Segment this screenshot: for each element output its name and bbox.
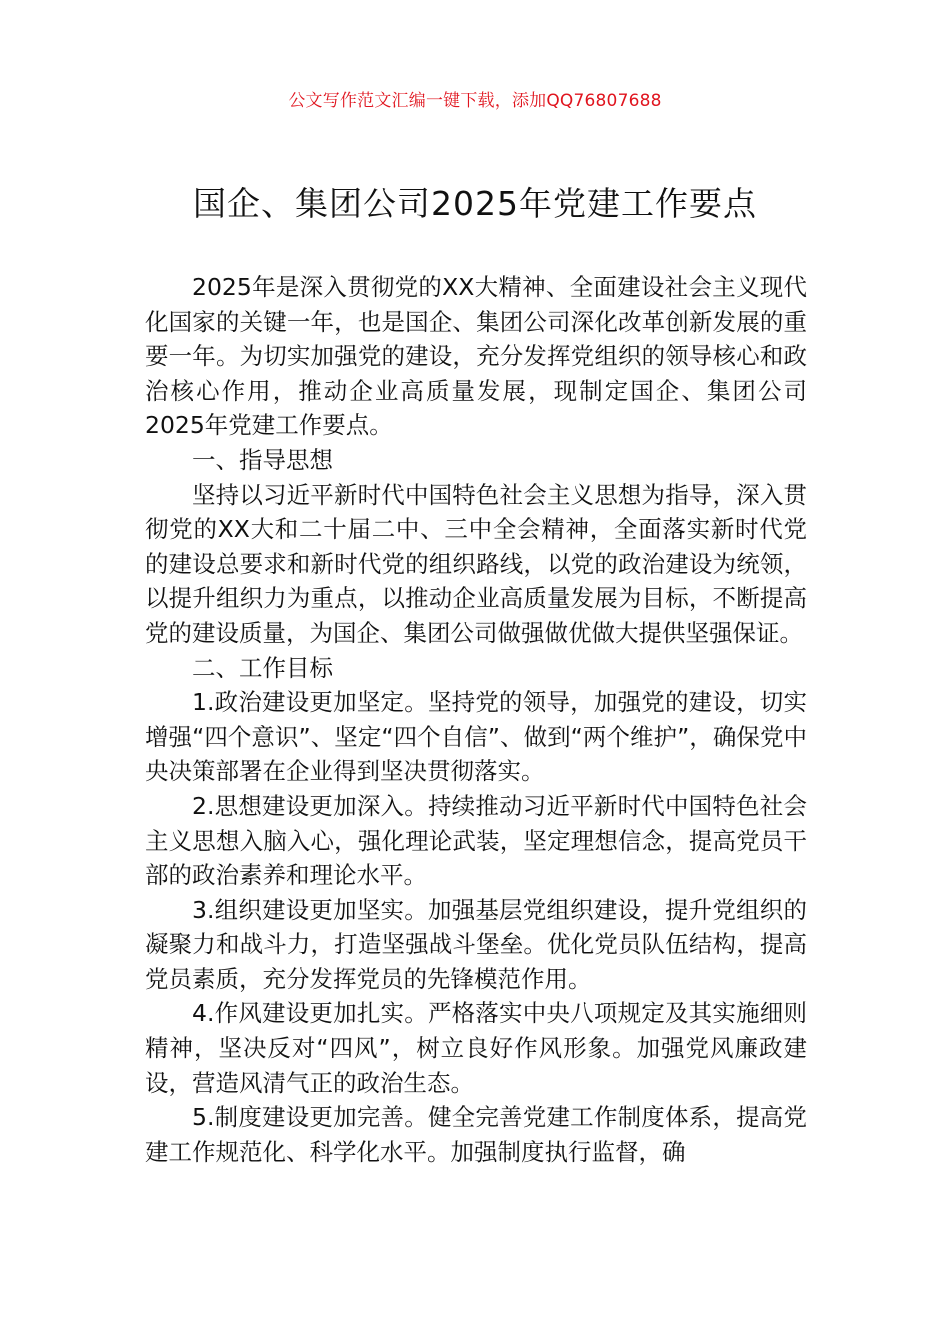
section-heading-guiding-thought: 一、指导思想 xyxy=(192,445,333,474)
guiding-thought-paragraph: 坚持以习近平新时代中国特色社会主义思想为指导，深入贯彻党的XX大和二十届二中、三中全会精神，全面落实新时代党的建设总要求和新时代党的组织路线，以党的政治建设为统领，以提升组织力为重点，以推动企业高质量发展为目标，不断提高党的建设质量，为国企、集团公司做强做优做大提供坚强保证。 xyxy=(145,480,807,647)
document-title: 国企、集团公司2025年党建工作要点 xyxy=(193,184,757,223)
goal-item-3: 3.组织建设更加坚实。加强基层党组织建设，提升党组织的凝聚力和战斗力，打造坚强战斗堡垒。优化党员队伍结构，提高党员素质，充分发挥党员的先锋模范作用。 xyxy=(145,895,807,993)
goal-item-5: 5.制度建设更加完善。健全完善党建工作制度体系，提高党建工作规范化、科学化水平。加强制度执行监督，确 xyxy=(145,1103,807,1166)
goal-item-1: 1.政治建设更加坚定。坚持党的领导，加强党的建设，切实增强“四个意识”、坚定“四个自信”、做到“两个维护”，确保党中央决策部署在企业得到坚决贯彻落实。 xyxy=(145,688,807,786)
intro-paragraph: 2025年是深入贯彻党的XX大精神、全面建设社会主义现代化国家的关键一年，也是国企、集团公司深化改革创新发展的重要一年。为切实加强党的建设，充分发挥党组织的领导核心和政治核心作用，推动企业高质量发展，现制定国企、集团公司2025年党建工作要点。 xyxy=(145,273,807,440)
download-banner: 公文写作范文汇编一键下载，添加QQ76807688 xyxy=(288,91,662,111)
document-body xyxy=(145,270,807,1169)
goal-item-4: 4.作风建设更加扎实。严格落实中央八项规定及其实施细则精神，坚决反对“四风”，树立良好作风形象。加强党风廉政建设，营造风清气正的政治生态。 xyxy=(145,999,807,1097)
section-heading-work-goals: 二、工作目标 xyxy=(192,653,333,682)
goal-item-2: 2.思想建设更加深入。持续推动习近平新时代中国特色社会主义思想入脑入心，强化理论武装，坚定理想信念，提高党员干部的政治素养和理论水平。 xyxy=(145,791,807,890)
